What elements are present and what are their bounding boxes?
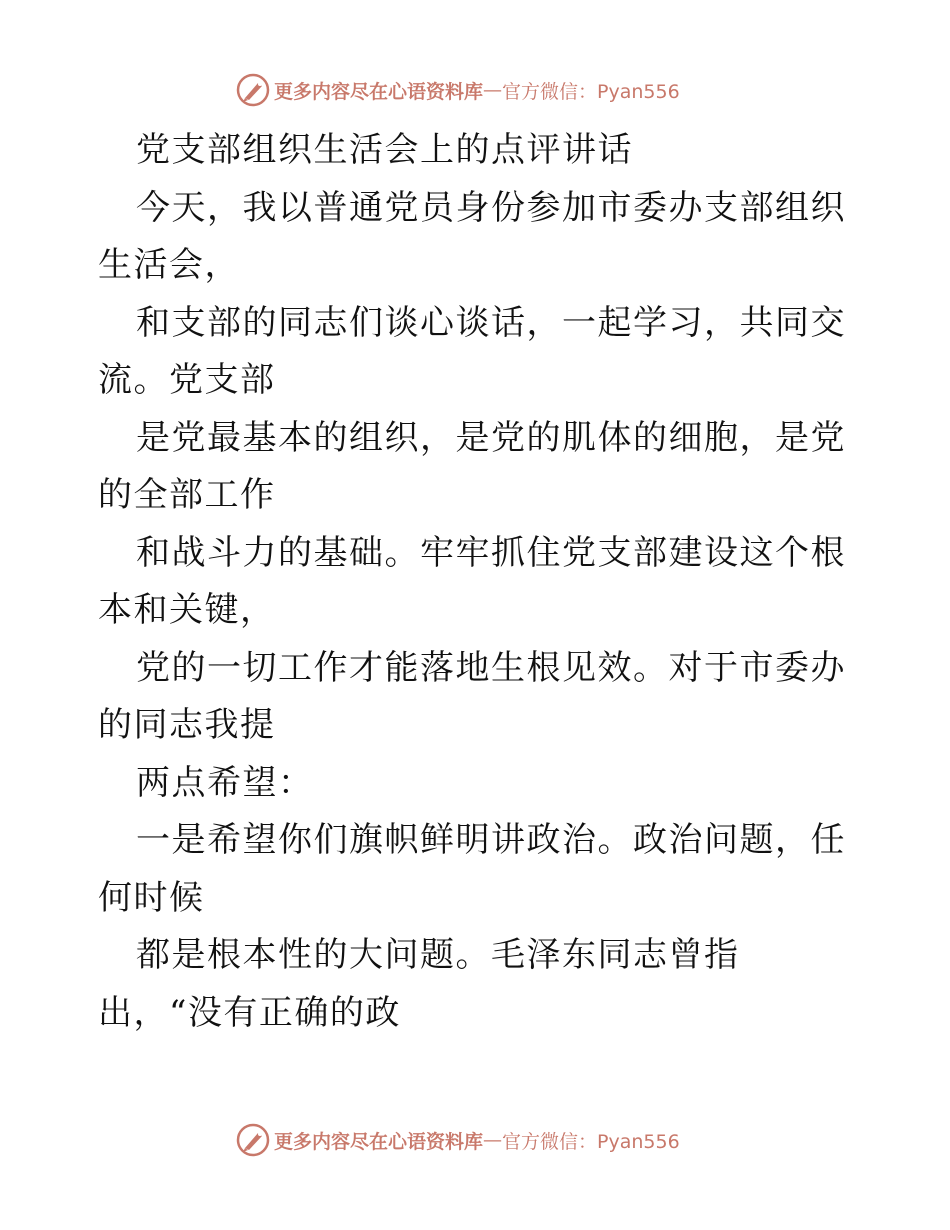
pen-logo-icon <box>236 1123 270 1157</box>
watermark-brand: 更多内容尽在心语资料库 <box>274 80 484 103</box>
paragraph: 和战斗力的基础。牢牢抓住党支部建设这个根本和关键， <box>98 532 846 630</box>
pen-logo-icon <box>236 73 270 107</box>
document-title: 党支部组织生活会上的点评讲话 <box>136 130 633 170</box>
paragraph: 党的一切工作才能落地生根见效。对于市委办的同志我提 <box>98 647 846 745</box>
watermark-wechat: 官方微信：Pyan556 <box>502 80 680 103</box>
paragraph: 是党最基本的组织，是党的肌体的细胞，是党的全部工作 <box>98 417 846 515</box>
paragraph: 一是希望你们旗帜鲜明讲政治。政治问题，任何时候 <box>98 820 846 918</box>
paragraph: 两点希望： <box>136 762 314 803</box>
watermark-separator: — <box>483 79 503 101</box>
paragraph: 都是根本性的大问题。毛泽东同志曾指出，“没有正确的政 <box>98 935 740 1033</box>
paragraph: 今天，我以普通党员身份参加市委办支部组织生活会， <box>98 187 846 285</box>
watermark-separator: — <box>483 1129 503 1151</box>
paragraph: 和支部的同志们谈心谈话，一起学习，共同交流。党支部 <box>98 302 846 400</box>
document-body <box>98 122 858 1042</box>
watermark-brand: 更多内容尽在心语资料库 <box>274 1130 484 1153</box>
header-watermark <box>236 72 680 108</box>
watermark-wechat: 官方微信：Pyan556 <box>502 1130 680 1153</box>
footer-watermark <box>236 1122 680 1158</box>
